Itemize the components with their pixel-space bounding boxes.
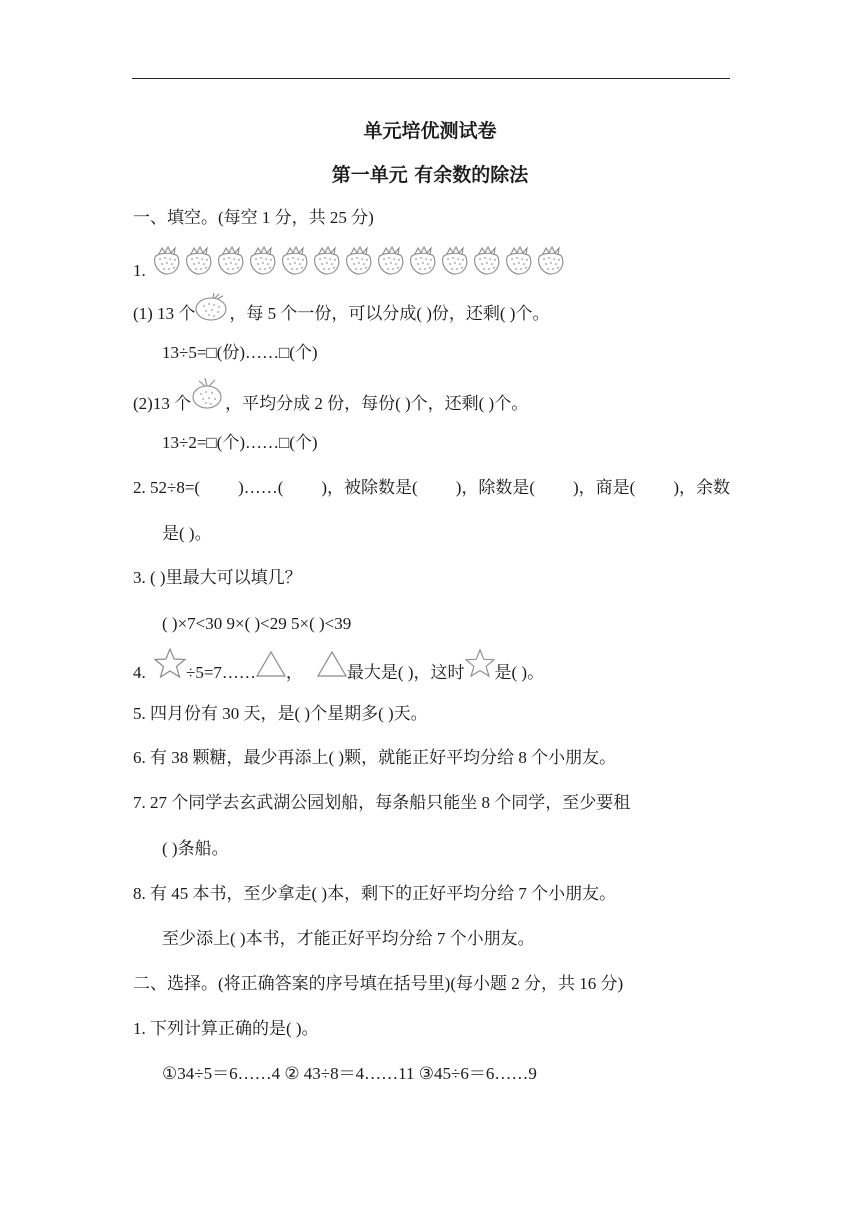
section-2-heading: 二、选择。(将正确答案的序号填在括号里)(每小题 2 分，共 16 分) — [133, 974, 624, 993]
q4-text-1: ÷5=7…… — [186, 663, 256, 682]
q1-part1-start: (1) 13 个 — [133, 303, 196, 323]
q3-line1: 3. ( )里最大可以填几？ — [133, 568, 302, 587]
q6-line: 6. 有 38 颗糖，最少再添上( )颗，就能正好平均分给 8 个小朋友。 — [133, 748, 617, 767]
strawberry-icon — [246, 244, 279, 276]
q2-part: )……( — [238, 478, 284, 497]
triangle-outline-icon — [256, 651, 286, 683]
q4-text-2: ， — [285, 663, 303, 682]
q2-part: 2. 52÷8=( — [133, 478, 201, 497]
q4-line — [133, 662, 544, 684]
section-1-heading: 一、填空。(每空 1 分，共 25 分) — [133, 208, 374, 227]
q4-text-3: 最大是( )，这时 — [346, 663, 465, 682]
strawberry-icon — [438, 244, 471, 276]
strawberry-icon — [534, 244, 567, 276]
strawberry-icon — [214, 244, 247, 276]
strawberry-icon — [342, 244, 375, 276]
q1-part2-end: ，平均分成 2 份，每份( )个，还剩( )个。 — [225, 394, 529, 413]
q7-line1: 7. 27 个同学去玄武湖公园划船，每条船只能坐 8 个同学，至少要租 — [133, 793, 631, 812]
unit-subtitle: 第一单元 有余数的除法 — [331, 164, 529, 186]
strawberry-icon — [374, 244, 407, 276]
q4-number: 4. — [133, 663, 146, 682]
header-rule — [132, 78, 730, 79]
q1-strawberry-row — [133, 244, 566, 286]
strawberry-icon — [502, 244, 535, 276]
q1-part1 — [133, 302, 549, 328]
strawberry-icon — [182, 244, 215, 276]
q1-part1-end: ，每 5 个一份，可以分成( )份，还剩( )个。 — [229, 303, 550, 323]
q1-part2-start: (2)13 个 — [133, 394, 192, 413]
s2-q1-options: ①34÷5＝6……4 ② 43÷8＝4……11 ③45÷6＝6……9 — [162, 1064, 537, 1083]
q1-part2 — [133, 393, 528, 416]
q2-part: )，余数 — [673, 478, 730, 497]
q2-line1 — [133, 477, 730, 499]
strawberry-icon — [191, 376, 225, 416]
strawberry-icon — [310, 244, 343, 276]
s2-q1-line1: 1. 下列计算正确的是( )。 — [133, 1019, 319, 1038]
strawberry-group — [150, 244, 566, 286]
q2-part: )，商是( — [573, 478, 636, 497]
q2-part: )，被除数是( — [321, 478, 418, 497]
triangle-outline-icon — [317, 651, 347, 683]
q1-part1-equation: 13÷5=□(份)……□(个) — [162, 343, 318, 362]
worksheet-title: 单元培优测试卷 — [363, 120, 497, 142]
q1-number: 1. — [133, 261, 146, 280]
strawberry-icon — [470, 244, 503, 276]
q7-line2: ( )条船。 — [162, 839, 229, 858]
strawberry-icon — [406, 244, 439, 276]
q2-line2: 是( )。 — [162, 524, 212, 543]
strawberry-icon — [150, 244, 183, 276]
q1-part2-equation: 13÷2=□(个)……□(个) — [162, 433, 318, 452]
strawberry-icon — [195, 292, 229, 328]
star-outline-icon — [154, 648, 186, 684]
q3-line2: ( )×7<30 9×( )<29 5×( )<39 — [162, 614, 352, 633]
q8-line2: 至少添上( )本书，才能正好平均分给 7 个小朋友。 — [162, 929, 535, 948]
q4-text-4: 是( )。 — [494, 663, 545, 682]
strawberry-icon — [278, 244, 311, 276]
star-outline-icon — [465, 648, 495, 684]
q8-line1: 8. 有 45 本书，至少拿走( )本，剩下的正好平均分给 7 个小朋友。 — [133, 884, 617, 903]
q5-line: 5. 四月份有 30 天，是( )个星期多( )天。 — [133, 704, 428, 723]
q2-part: )，除数是( — [455, 478, 536, 497]
